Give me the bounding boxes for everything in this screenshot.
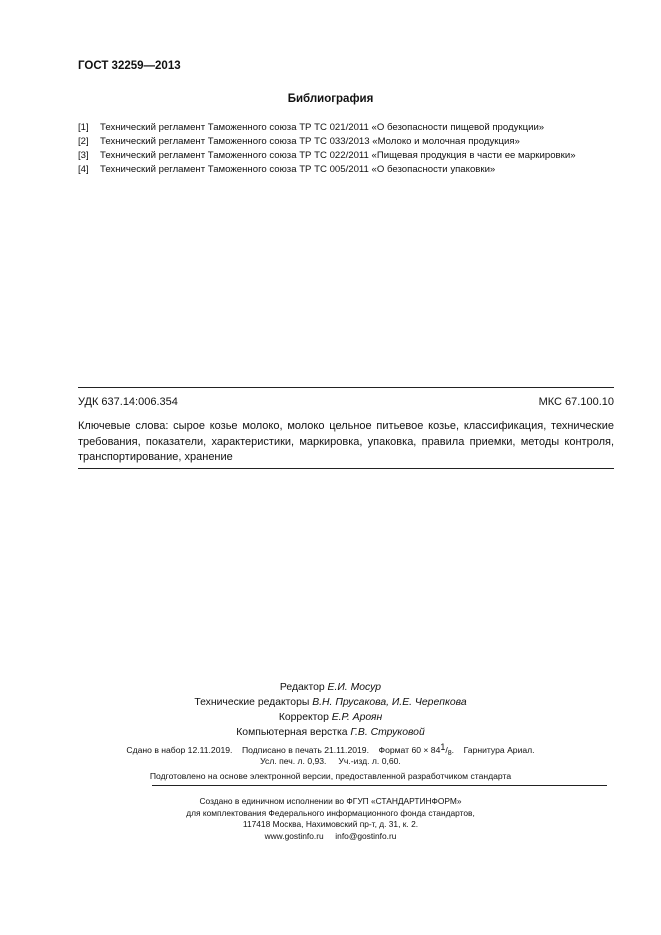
signed-date: Подписано в печать 21.11.2019.: [242, 745, 369, 755]
credit-role: Корректор: [278, 712, 329, 723]
credit-corrector: [0, 710, 661, 725]
bibliography-item-text: Технический регламент Таможенного союза ТР ТС 005/2011 «О безопасности упаковки»: [100, 164, 496, 175]
keywords: Ключевые слова: сырое козье молоко, молоко цельное питьевое козье, классификация, технические требования, показатели, характеристики, маркировка, упаковка, правила приемки, методы контроля, транспортирование, хранение: [78, 420, 614, 463]
print-details-line: Сдано в набор 12.11.2019. Подписано в печать 21.11.2019. Формат $60 \times 84^1/_8$. Гарнитура Ариал.: [126, 742, 535, 757]
divider-footer: [152, 785, 607, 786]
bibliography-item: [78, 135, 576, 149]
bibliography-title: Библиография: [287, 93, 374, 105]
bibliography-item-number: [4]: [78, 164, 89, 175]
submitted-date: Сдано в набор 12.11.2019.: [126, 745, 233, 755]
credit-role: Технические редакторы: [194, 697, 310, 708]
publishing-sheets: Уч.-изд. л. 0,60.: [338, 756, 401, 766]
bibliography-item: [78, 163, 576, 177]
credit-role: Редактор: [279, 682, 325, 693]
publisher-contacts: www.gostinfo.ru info@gostinfo.ru: [264, 830, 397, 841]
credit-role: Компьютерная верстка: [236, 727, 348, 738]
typeface: Гарнитура Ариал.: [463, 745, 535, 755]
bibliography-item-text: Технический регламент Таможенного союза ТР ТС 022/2011 «Пищевая продукция в части ее маркировки»: [100, 150, 576, 161]
credit-name: Г.В. Струковой: [350, 727, 425, 738]
mks-code: МКС 67.100.10: [538, 396, 614, 408]
bibliography-item: [78, 121, 576, 135]
printed-sheets: Усл. печ. л. 0,93.: [260, 756, 327, 766]
bibliography-item-text: Технический регламент Таможенного союза ТР ТС 033/2013 «Молоко и молочная продукция»: [100, 136, 520, 147]
bibliography-item-number: [1]: [78, 122, 89, 133]
credit-name: Е.Р. Ароян: [331, 712, 383, 723]
bibliography-item-text: Технический регламент Таможенного союза ТР ТС 021/2011 «О безопасности пищевой продукции»: [100, 122, 545, 133]
prepared-note: Подготовлено на основе электронной версии, предоставленной разработчиком стандарта: [149, 771, 512, 781]
credit-name: Е.И. Мосур: [327, 682, 382, 693]
bibliography-item-number: [2]: [78, 136, 89, 147]
bibliography-list: [78, 121, 576, 177]
print-format: Формат $60 \times 84^1/_8$: [378, 742, 452, 757]
publisher-info: [0, 796, 661, 842]
credit-editor: [0, 680, 661, 695]
print-sheets-line: [0, 756, 661, 766]
credits: [0, 680, 661, 740]
credit-layout: [0, 725, 661, 740]
bibliography-item-number: [3]: [78, 150, 89, 161]
publisher-line: для комплектования Федерального информационного фонда стандартов,: [186, 807, 475, 818]
publisher-line: 117418 Москва, Нахимовский пр-т, д. 31, к. 2.: [242, 819, 419, 829]
publisher-line: Создано в единичном исполнении во ФГУП «СТАНДАРТИНФОРМ»: [199, 796, 462, 806]
credit-name: В.Н. Прусакова, И.Е. Черепкова: [312, 697, 467, 708]
standard-number: ГОСТ 32259—2013: [78, 60, 181, 72]
udk-code: УДК 637.14:006.354: [78, 396, 178, 408]
divider-top: [78, 387, 614, 388]
credit-tech-editors: [0, 695, 661, 710]
divider-bottom: [78, 468, 614, 469]
bibliography-item: [78, 149, 576, 163]
classification-row: [78, 396, 614, 408]
